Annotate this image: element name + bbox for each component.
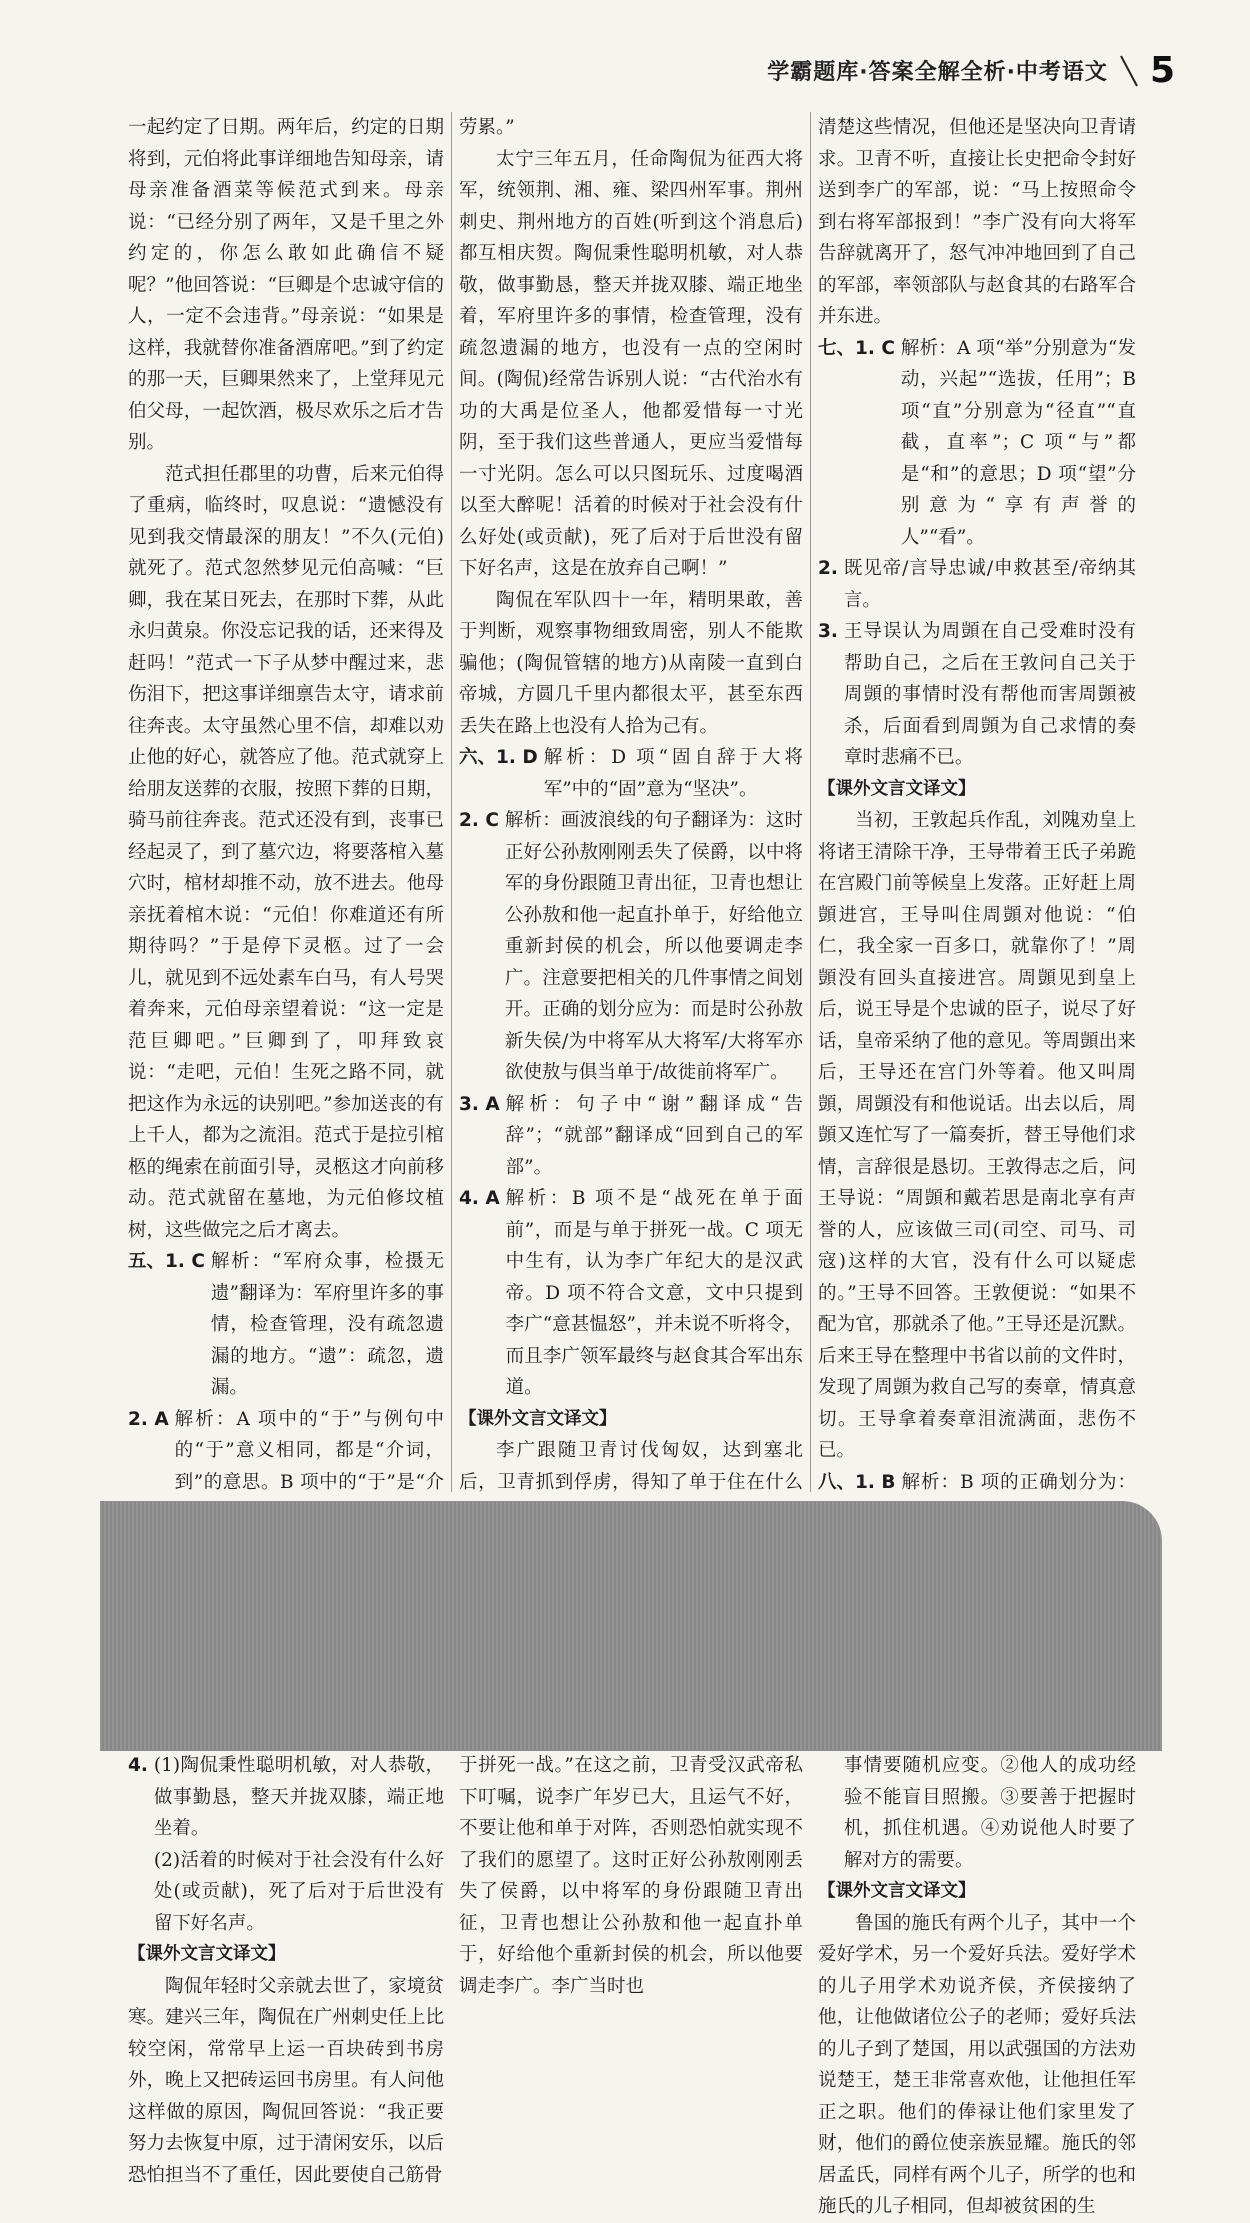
paragraph: 陶侃年轻时父亲就去世了，家境贫寒。建兴三年，陶侃在广州刺史任上比较空闲，常常早上运一百块砖到书房外，晚上又把砖运回书房里。有人问他这样做的原因，陶侃回答说：“我正要努力去恢复中原，过于清闲安乐，以后恐怕担当不了重任，因此要使自己筋骨	[128, 1975, 444, 2186]
section-heading: 【课外文言文译文】	[818, 1881, 976, 1901]
answer-text: 解析：B 项不是“战死在单于面前”，而是与单于拼死一战。C 项无中生有，认为李广年纪大的是汉武帝。D 项不符合文意，文中只提到李广“意甚愠怒”，并未说不听将令，而且李广领军最终与赵食其合军出东道。	[505, 1188, 803, 1398]
answer-text: 解析：B 项的正确划分为：	[901, 1471, 1136, 1493]
answer-text: (1)陶侃秉性聪明机敏，对人恭敬，做事勤恳，整天并拢双膝，端正地坐着。	[153, 1755, 444, 1839]
answer-text: 王导误认为周顗在自己受难时没有帮助自己，之后在王敦问自己关于周顗的事情时没有帮他而害周顗被杀，后面看到周顗为自己求情的奏章时悲痛不已。	[843, 621, 1136, 768]
answer-text: 事情要随机应变。②他人的成功经验不能盲目照搬。③要善于把握时机，抓住机遇。④劝说他人时要了解对方的需要。	[843, 1755, 1136, 1871]
answer-number: 3.	[818, 621, 838, 642]
paragraph: 清楚这些情况，但他还是坚决向卫青请求。卫青不听，直接让长史把命令封好送到李广的军部，说：“马上按照命令到右将军部报到！”李广没有向大将军告辞就离开了，怒气冲冲地回到了自己的军部，率领部队与赵食其的右路军合并东进。	[818, 117, 1136, 327]
answer-number: 4.	[128, 1755, 148, 1776]
answer-item	[459, 742, 803, 805]
answer-text: 解析：A 项“举”分别意为“发动，兴起”“选拔，任用”；B 项“直”分别意为“径直”“直截，直率”；C 项“与”都是“和”的意思；D 项“望”分别意为“享有声誉的人”“看”。	[900, 337, 1136, 548]
answer-text: 解析：D 项“固自辞于大将军”中的“固”意为“坚决”。	[543, 747, 803, 800]
answer-number: 六、1. D	[459, 747, 538, 768]
answer-item	[818, 553, 1136, 616]
paragraph: 鲁国的施氏有两个儿子，其中一个爱好学术，另一个爱好兵法。爱好学术的儿子用学术劝说齐侯，齐侯接纳了他，让他做诸位公子的老师；爱好兵法的儿子到了楚国，用以武强国的方法劝说楚王，楚王非常喜欢他，让他担任军正之职。他们的俸禄让他们家里发了财，他们的爵位使亲族显耀。施氏的邻居孟氏，同样有两个儿子，所学的也和施氏的儿子相同，但却被贫困的生	[818, 1912, 1136, 2217]
answer-number: 2. A	[128, 1408, 169, 1430]
page-number: 5	[1149, 50, 1175, 91]
header-slash	[1120, 55, 1138, 86]
paragraph: 劳累。”	[459, 117, 515, 138]
column-1	[128, 112, 444, 2191]
section-heading: 【课外文言文译文】	[459, 1408, 617, 1429]
paragraph: 李广跟随卫青讨伐匈奴，达到塞北后，卫青抓到俘虏，得知了单于住在什么 于拼死一战。”在这之前，卫青受汉武帝私下叮嘱，说李广年岁已大，且运气不好，不要让他和单于对阵，否则恐怕就实现不了我们的愿望了。这时正好公孙敖刚刚丢失了侯爵，以中将军的身份跟随卫青出征，卫青也想让公孙敖和他一起直扑单于，好给他个重新封侯的机会，所以他要调走李广。李广当时也	[459, 1440, 803, 1997]
answer-number: 2.	[818, 558, 838, 579]
answer-number: 五、1. C	[128, 1251, 205, 1272]
answer-item	[128, 1750, 444, 1939]
answer-item	[128, 1246, 444, 1404]
paragraph: 范式担任郡里的功曹，后来元伯得了重病，临终时，叹息说：“遗憾没有见到我交情最深的朋友！”不久(元伯)就死了。范式忽然梦见元伯高喊：“巨卿，我在某日死去，在那时下葬，从此永归黄泉。你没忘记我的话，还来得及赶吗！”范式一下子从梦中醒过来，悲伤泪下，把这事详细禀告太守，请求前往奔丧。太守虽然心里不信，却难以劝止他的好心，就答应了他。范式就穿上给朋友送葬的衣服，按照下葬的日期，骑马前往奔丧。范式还没有到，丧事已经起灵了，到了墓穴边，将要落棺入墓穴时，棺材却推不动，放不进去。他母亲抚着棺木说：“元伯！你难道还有所期待吗？”于是停下灵柩。过了一会儿，就见到不远处素车白马，有人号哭着奔来，元伯母亲望着说：“这一定是范巨卿吧。”巨卿到了，叩拜致哀说：“走吧，元伯！生死之路不同，就把这作为永远的诀别吧。”参加送丧的有上千人，都为之流泪。范式于是拉引棺柩的绳索在前面引导，灵柩这才向前移动。范式就留在墓地，为元伯修坟植树，这些做完之后才离去。	[128, 463, 444, 1241]
answer-text: 既见帝/言导忠诚/申救甚至/帝纳其言。	[843, 558, 1136, 611]
section-heading: 【课外文言文译文】	[818, 778, 976, 799]
paragraph: 太宁三年五月，任命陶侃为征西大将军，统领荆、湘、雍、梁四州军事。荆州刺史、荆州地方的百姓(听到这个消息后)都互相庆贺。陶侃秉性聪明机敏，对人恭敬，做事勤恳，整天并拢双膝、端正地坐着，军府里许多的事情，检查管理，没有疏忽遗漏的地方，也没有一点的空闲时间。(陶侃)经常告诉别人说：“古代治水有功的大禹是位圣人，他都爱惜每一寸光阴，至于我们这些普通人，更应当爱惜每一寸光阴。怎么可以只图玩乐、过度喝酒以至大醉呢！活着的时候对于社会没有什么好处(或贡献)，死了后对于后世没有留下好名声，这是在放弃自己啊！”	[459, 148, 803, 579]
answer-item	[459, 805, 803, 1089]
answer-text: 解析：句子中“谢”翻译成“告辞”；“就部”翻译成“回到自己的军部”。	[505, 1093, 803, 1178]
answer-number: 七、1. C	[818, 337, 895, 359]
answer-number: 2. C	[459, 810, 499, 831]
footer-texture	[100, 1501, 1162, 1751]
paragraph: 陶侃在军队四十一年，精明果敢，善于判断，观察事物细致周密，别人不能欺骗他；(陶侃管辖的地方)从南陵一直到白帝城，方圆几千里内都很太平，甚至东西丢失在路上也没有人拾为己有。	[459, 589, 803, 737]
answer-item	[818, 333, 1136, 554]
column-3	[818, 112, 1136, 2223]
book-title: 学霸题库·答案全解全析·中考语文	[767, 60, 1108, 85]
answer-item	[459, 1089, 803, 1184]
answer-item	[818, 616, 1136, 774]
page-header	[767, 50, 1175, 91]
paragraph: 当初，王敦起兵作乱，刘隗劝皇上将诸王清除干净，王导带着王氏子弟跪在宫殿门前等候皇上发落。正好赶上周顗进宫，王导叫住周顗对他说：“伯仁，我全家一百多口，就靠你了！”周顗没有回头直接进宫。周顗见到皇上后，说王导是个忠诚的臣子，说尽了好话，皇帝采纳了他的意见。等周顗出来后，王导还在宫门外等着。他又叫周顗，周顗没有和他说话。出去以后，周顗又连忙写了一篇奏折，替王导他们求情，言辞很是恳切。王敦得志之后，问王导说：“周顗和戴若思是南北享有声誉的人，应该做三司(司空、司马、司寇)这样的大官，没有什么可以疑虑的。”王导不回答。王敦便说：“如果不配为官，那就杀了他。”王导还是沉默。后来王导在整理中书省以前的文件时，发现了周顗为救自己写的奏章，情真意切。王导拿着奏章泪流满面，悲伤不已。	[818, 810, 1136, 1461]
answer-text: 解析：A 项中的“于”与例句中的“于”意义相同，都是“介词，到”的意思。B 项中的“于”是“介	[174, 1408, 444, 1493]
answer-text: 解析：画波浪线的句子翻译为：这时正好公孙敖刚刚丢失了侯爵，以中将军的身份跟随卫青出征，卫青也想让公孙敖和他一起直扑单于，好给他立重新封侯的机会，所以他要调走李广。注意要把相关的几件事情之间划开。正确的划分应为：而是时公孙敖新失侯/为中将军从大将军/大将军亦欲使敖与俱当单于/故徙前将军广。	[504, 810, 803, 1083]
answer-number: 八、1. B	[818, 1471, 896, 1493]
answer-text: 解析：“军府众事，检摄无遗”翻译为：军府里许多的事情，检查管理，没有疏忽遗漏的地方。“遗”：疏忽，遗漏。	[210, 1251, 444, 1398]
footer-band	[100, 1501, 1162, 1751]
column-divider	[810, 112, 811, 1492]
section-heading: 【课外文言文译文】	[128, 1944, 286, 1964]
column-divider	[451, 112, 452, 1492]
answer-number: 3. A	[459, 1093, 500, 1115]
answer-number: 4. A	[459, 1188, 500, 1209]
paragraph: 一起约定了日期。两年后，约定的日期将到，元伯将此事详细地告知母亲，请母亲准备酒菜等候范式到来。母亲说：“已经分别了两年，又是千里之外约定的，你怎么敢如此确信不疑呢？”他回答说：“巨卿是个忠诚守信的人，一定不会违背。”母亲说：“如果是这样，我就替你准备酒席吧。”到了约定的那一天，巨卿果然来了，上堂拜见元伯父母，一起饮酒，极尽欢乐之后才告别。	[128, 117, 444, 453]
answer-item	[459, 1183, 803, 1404]
answer-text: (2)活着的时候对于社会没有什么好处(或贡献)，死了后对于后世没有留下好名声。	[153, 1849, 444, 1934]
